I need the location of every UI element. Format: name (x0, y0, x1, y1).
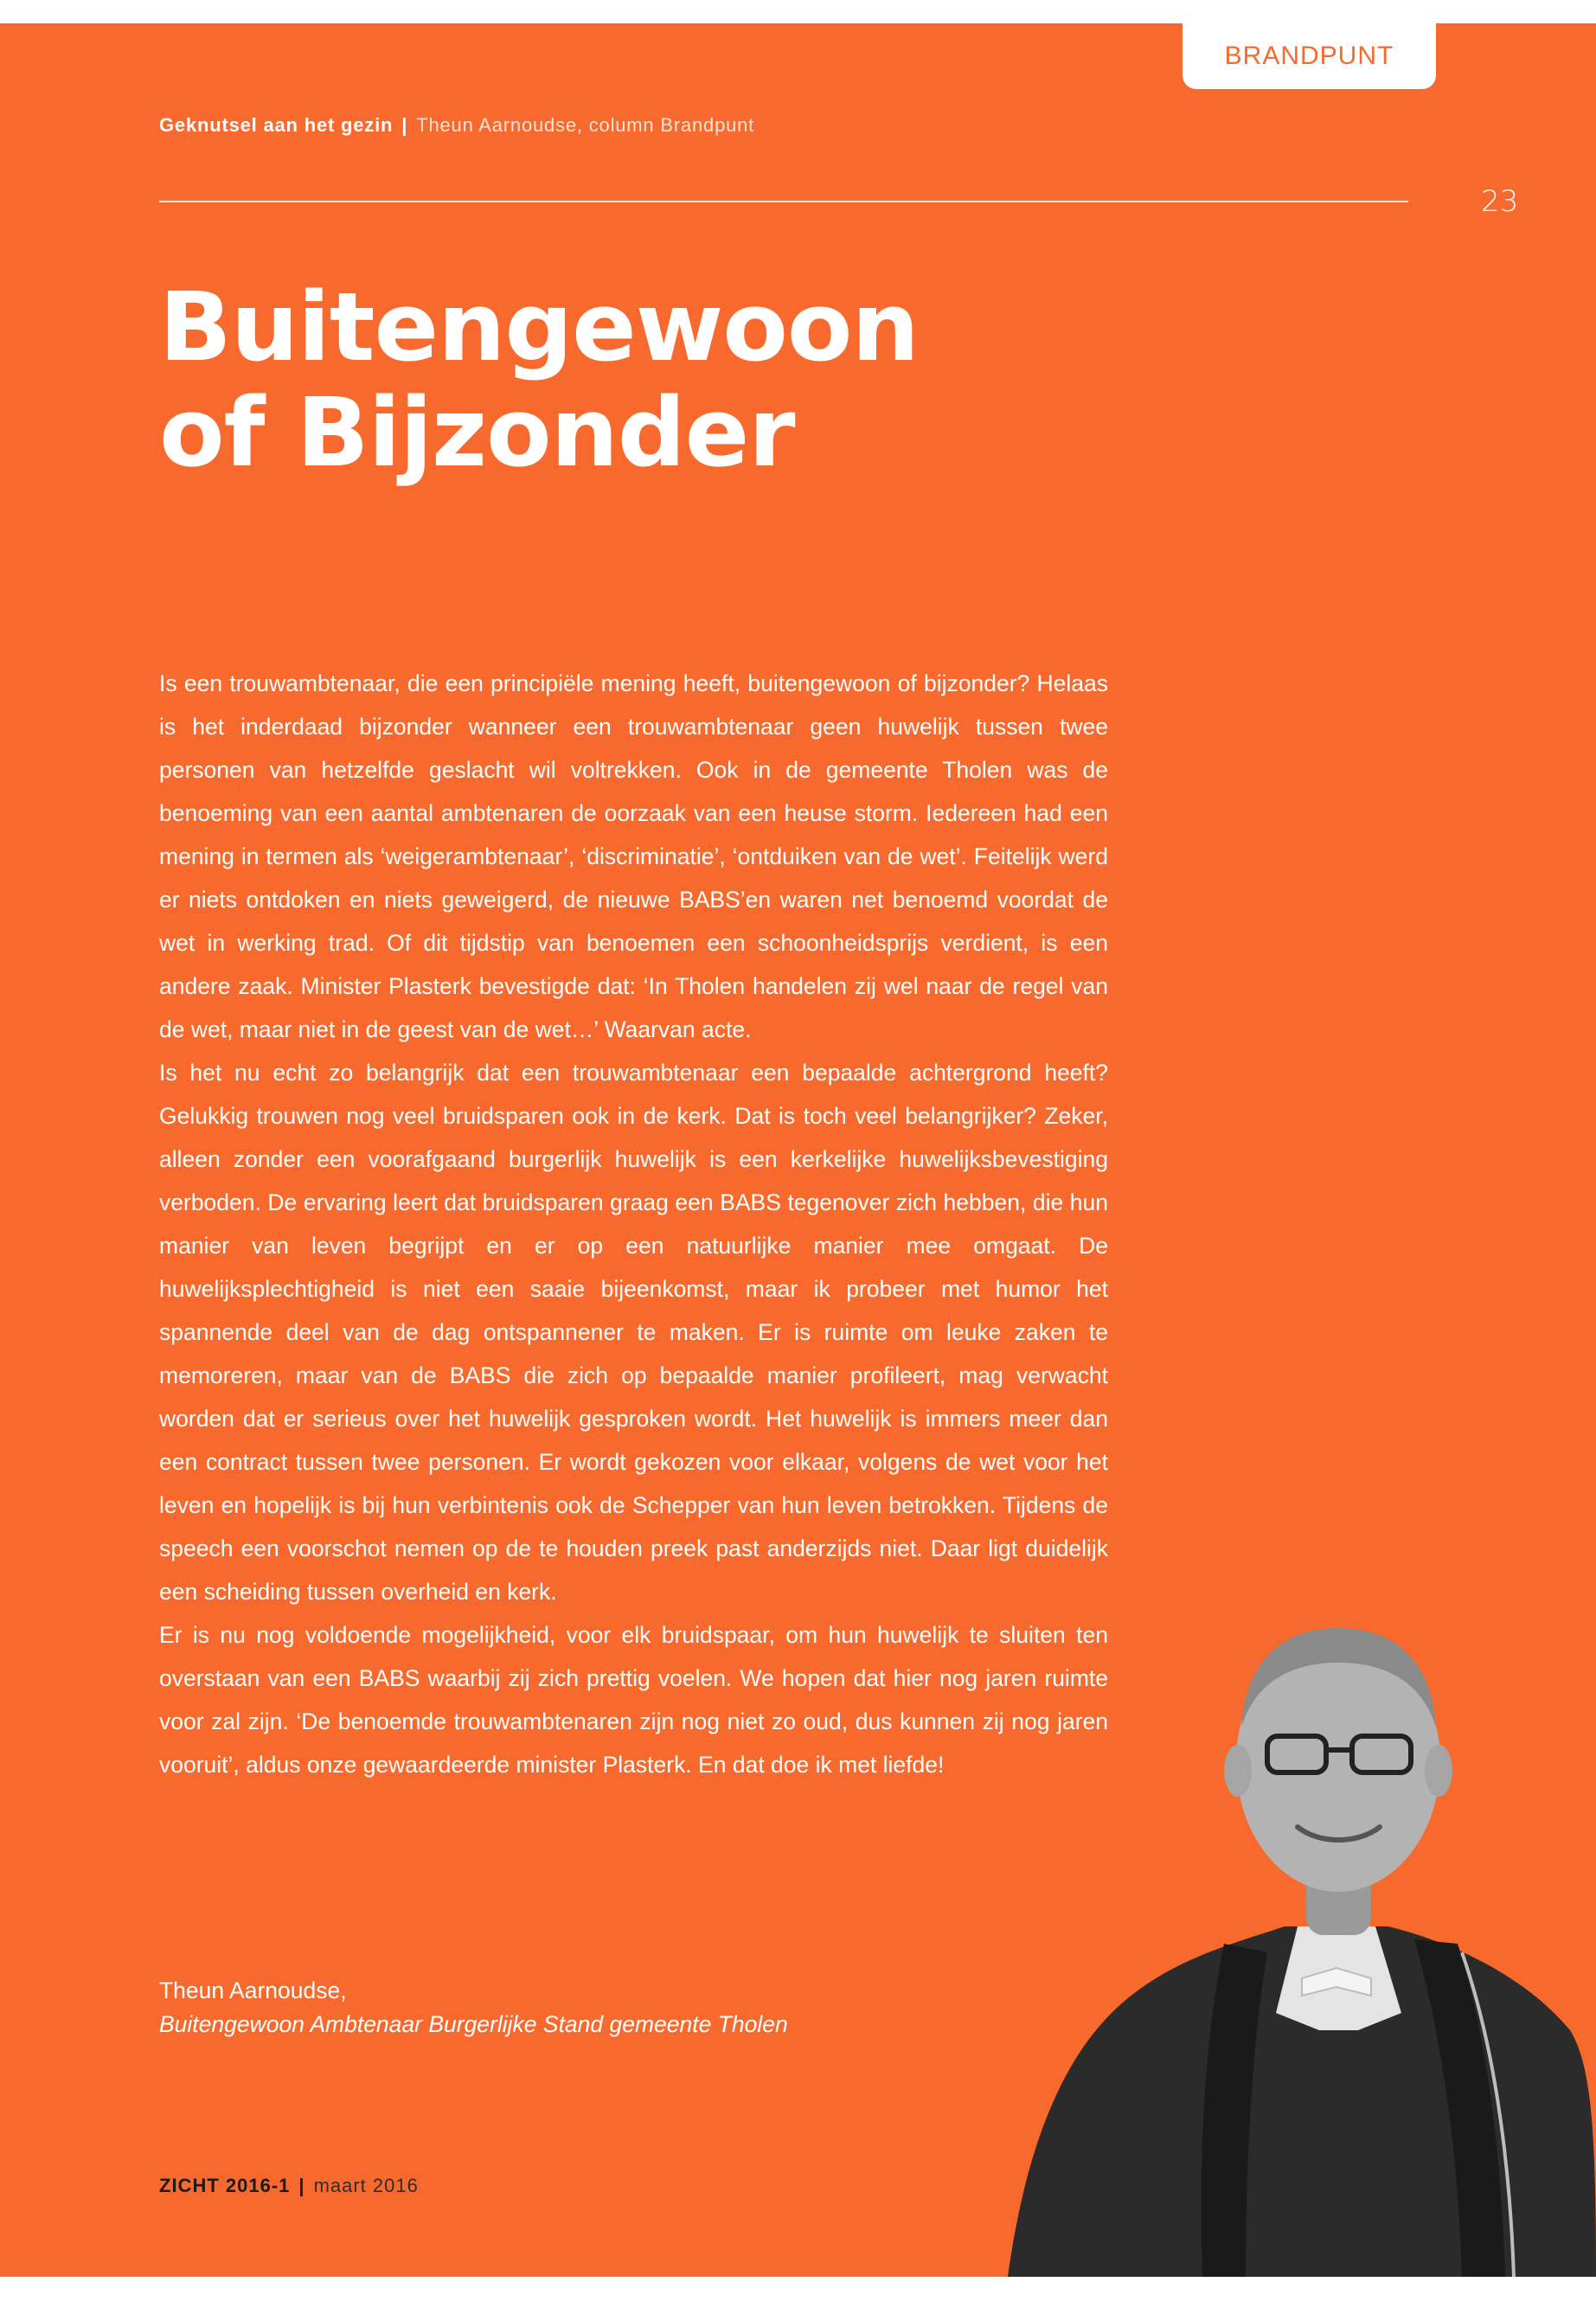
page-footer (159, 2175, 419, 2197)
article-title (159, 272, 919, 488)
running-header (159, 114, 754, 137)
footer-separator: | (298, 2175, 305, 2196)
body-paragraph-2: Is het nu echt zo belangrijk dat een trouwambtenaar een bepaalde achtergrond heeft? Gelukkig trouwen nog veel bruidsparen ook in de kerk. Dat is toch veel belangrijker? Zeker, alleen zonder een voorafgaand burgerlijk huwelijk is een kerkelijke huwelijksbevestiging verboden. De ervaring leert dat bruidsparen graag een BABS tegenover zich hebben, die hun manier van leven begrijpt en er op een natuurlijke manier mee omgaat. De huwelijksplechtigheid is niet een saaie bijeenkomst, maar ik probeer met humor het spannende deel van de dag ontspannener te maken. Er is ruimte om leuke zaken te memoreren, maar van de BABS die zich op bepaalde manier profileert, mag verwacht worden dat er serieus over het huwelijk gesproken wordt. Het huwelijk is immers meer dan een contract tussen twee personen. Er wordt gekozen voor elkaar, volgens de wet voor het leven en hopelijk is bij hun verbintenis ook de Schepper van hun leven betrokken. Tijdens de speech een voorschot nemen op de te houden preek past anderzijds niet. Daar ligt duidelijk een scheiding tussen overheid en kerk. (159, 1060, 1108, 1605)
body-paragraph-3: Er is nu nog voldoende mogelijkheid, voor elk bruidspaar, om hun huwelijk te sluiten ten overstaan van een BABS waarbij zij zich prettig voelen. We hopen dat hier nog jaren ruimte voor zal zijn. ‘De benoemde trouwambtenaren zijn nog niet zo oud, dus kunnen zij nog jaren vooruit’, aldus onze gewaardeerde minister Plasterk. En dat doe ik met liefde! (159, 1622, 1108, 1778)
footer-magazine: ZICHT (159, 2175, 220, 2196)
article-body (159, 662, 1108, 1786)
signature-name: Theun Aarnoudse, (159, 1977, 347, 2003)
footer-issue: 2016-1 (225, 2175, 291, 2196)
running-header-separator: | (401, 114, 408, 136)
header-rule (159, 201, 1408, 202)
running-header-section: Geknutsel aan het gezin (159, 114, 394, 136)
article-title-line-1: Buitengewoon (159, 272, 919, 382)
magazine-page (0, 23, 1596, 2277)
body-paragraph-1: Is een trouwambtenaar, die een principiële mening heeft, buitengewoon of bijzonder? Helaas is het inderdaad bijzonder wanneer een trouwambtenaar geen huwelijk tussen twee personen van hetzelfde geslacht wil voltrekken. Ook in de gemeente Tholen was de benoeming van een aantal ambtenaren de oorzaak van een heuse storm. Iedereen had een mening in termen als ‘weigerambtenaar’, ‘discriminatie’, ‘ontduiken van de wet’. Feitelijk werd er niets ontdoken en niets geweigerd, de nieuwe BABS’en waren net benoemd voordat de wet in werking trad. Of dit tijdstip van benoemen een schoonheidsprijs verdient, is een andere zaak. Minister Plasterk bevestigde dat: ‘In Tholen handelen zij wel naar de regel van de wet, maar niet in de geest van de wet…’ Waarvan acte. (159, 670, 1108, 1042)
page-number: 23 (1481, 184, 1519, 219)
author-portrait (1008, 1580, 1596, 2277)
portrait-ear-right (1425, 1745, 1452, 1797)
running-header-byline: Theun Aarnoudse, column Brandpunt (416, 114, 755, 136)
signature (159, 1974, 788, 2041)
footer-date: maart 2016 (313, 2175, 419, 2196)
article-title-line-2: of Bijzonder (159, 377, 795, 488)
portrait-ear-left (1224, 1745, 1252, 1797)
signature-role: Buitengewoon Ambtenaar Burgerlijke Stand gemeente Tholen (159, 2011, 788, 2037)
section-tab-label: BRANDPUNT (1224, 42, 1394, 70)
section-tab (1183, 23, 1436, 89)
